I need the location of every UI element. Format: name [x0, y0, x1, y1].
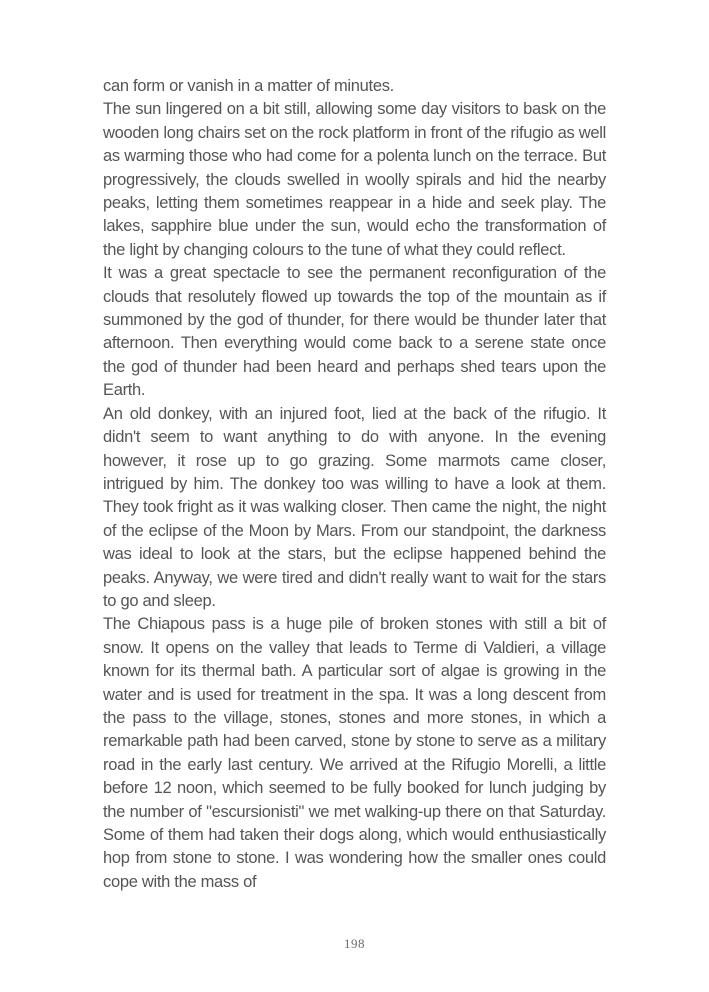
paragraph-2: The sun lingered on a bit still, allowing some day visitors to bask on the wooden long chairs set on the rock platform in front of the rifugio as well as warming those who had come for a polenta lunch on the terrace. But progressively, the clouds swelled in woolly spirals and hid the nearby peaks, letting them sometimes reappear in a hide and seek play. The lakes, sapphire blue under the sun, would echo the transformation of the light by changing colours to the tune of what they could reflect.	[103, 100, 606, 259]
page-number: 198	[344, 936, 365, 951]
paragraph-1: can form or vanish in a matter of minutes.	[103, 77, 394, 95]
text-block	[103, 75, 606, 894]
paragraph-5: The Chiapous pass is a huge pile of broken stones with still a bit of snow. It opens on the valley that leads to Terme di Valdieri, a village known for its thermal bath. A particular sort of algae is growing in the water and is used for treatment in the spa. It was a long descent from the pass to the village, stones, stones and more stones, in which a remarkable path had been carved, stone by stone to serve as a military road in the early last century. We arrived at the Rifugio Morelli, a little before 12 noon, which seemed to be fully booked for lunch judging by the number of "escursionisti" we met walking-up there on that Saturday. Some of them had taken their dogs along, which would enthusiastically hop from stone to stone. I was wondering how the smaller ones could cope with the mass of	[103, 615, 606, 891]
paragraph-3: It was a great spectacle to see the permanent reconfiguration of the clouds that resolutely flowed up towards the top of the mountain as if summoned by the god of thunder, for there would be thunder later that afternoon. Then everything would come back to a serene state once the god of thunder had been heard and perhaps shed tears upon the Earth.	[103, 264, 606, 400]
paragraph-4: An old donkey, with an injured foot, lied at the back of the rifugio. It didn't seem to want anything to do with anyone. In the evening however, it rose up to go grazing. Some marmots came closer, intrigued by him. The donkey too was willing to have a look at them. They took fright as it was walking closer. Then came the night, the night of the eclipse of the Moon by Mars. From our standpoint, the darkness was ideal to look at the stars, but the eclipse happened behind the peaks. Anyway, we were tired and didn't really want to wait for the stars to go and sleep.	[103, 404, 606, 610]
